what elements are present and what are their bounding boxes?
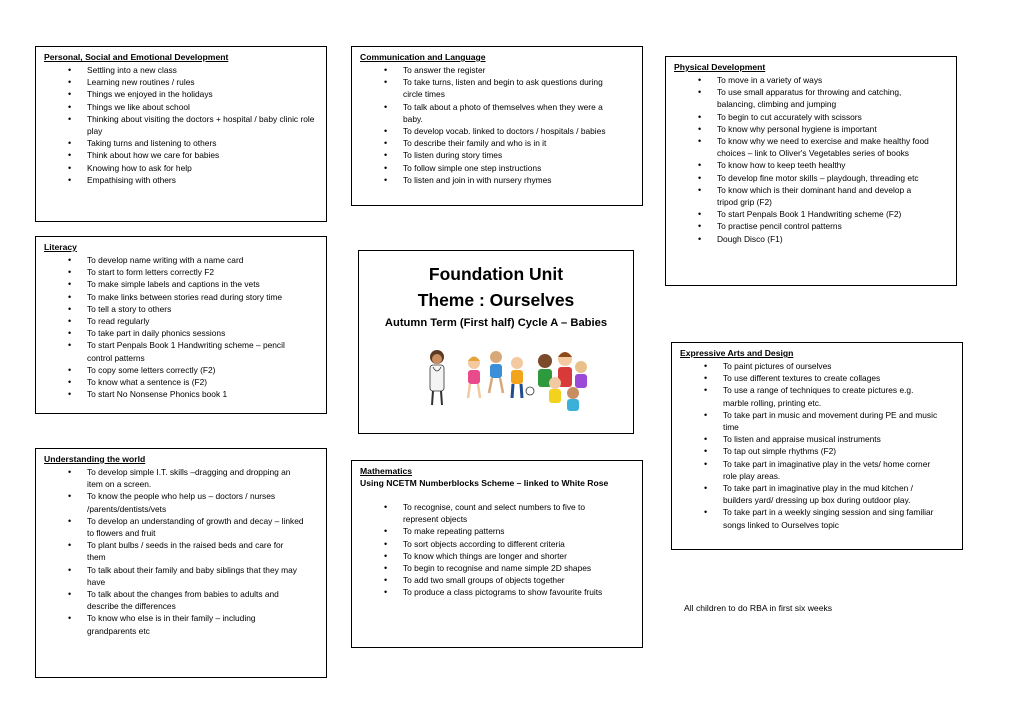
expressive-list <box>680 360 954 531</box>
list-item: • To know which things are longer and shorter <box>360 550 620 562</box>
unit-title: Foundation Unit <box>428 264 564 284</box>
list-item: • To talk about the changes from babies to adults and describe the differences <box>44 588 304 612</box>
list-item: • Taking turns and listening to others <box>44 137 318 149</box>
list-item: • To develop fine motor skills – playdough, threading etc <box>674 172 934 184</box>
list-item: • To make links between stories read during story time <box>44 291 304 303</box>
list-item: • Knowing how to ask for help <box>44 162 318 174</box>
list-item: • To recognise, count and select numbers to five to represent objects <box>360 501 620 525</box>
list-item: • To know which is their dominant hand and develop a tripod grip (F2) <box>674 184 934 208</box>
list-item: • To take part in a weekly singing session and sing familiar songs linked to Ourselves topic <box>680 506 940 530</box>
list-item: • To develop vocab. linked to doctors / hospitals / babies <box>360 125 620 137</box>
list-item: • To read regularly <box>44 315 304 327</box>
list-item: • To sort objects according to different criteria <box>360 538 620 550</box>
list-item: • To know why we need to exercise and make healthy food choices – link to Oliver's Vegetables series of books <box>674 135 934 159</box>
psed-list <box>44 64 318 186</box>
list-item: • Settling into a new class <box>44 64 318 76</box>
list-item: • To move in a variety of ways <box>674 74 934 86</box>
list-item: • To take part in imaginative play in the vets/ home corner role play areas. <box>680 458 940 482</box>
understanding-box <box>35 448 327 678</box>
physical-list <box>674 74 948 245</box>
list-item: • To start Penpals Book 1 Handwriting scheme (F2) <box>674 208 934 220</box>
list-item: • To take turns, listen and begin to ask questions during circle times <box>360 76 620 100</box>
list-item: • To listen during story times <box>360 149 620 161</box>
communication-box <box>351 46 643 206</box>
physical-heading: Physical Development <box>674 62 766 72</box>
list-item: • To describe their family and who is in it <box>360 137 620 149</box>
list-item: • To paint pictures of ourselves <box>680 360 940 372</box>
child-figure <box>468 357 480 399</box>
psed-heading: Personal, Social and Emotional Development <box>44 52 229 62</box>
list-item: • To develop an understanding of growth and decay – linked to flowers and fruit <box>44 515 304 539</box>
list-item: • To take part in music and movement during PE and music time <box>680 409 940 433</box>
list-item: • To begin to recognise and name simple 2D shapes <box>360 562 620 574</box>
communication-heading: Communication and Language <box>360 52 486 62</box>
list-item: • To begin to cut accurately with scissors <box>674 111 934 123</box>
list-item: • Think about how we care for babies <box>44 149 318 161</box>
list-item: • To know why personal hygiene is important <box>674 123 934 135</box>
list-item: • To answer the register <box>360 64 620 76</box>
maths-subtitle: Using NCETM Numberblocks Scheme – linked to White Rose <box>360 478 609 488</box>
list-item: • Things we enjoyed in the holidays <box>44 88 318 100</box>
children-clipart <box>419 343 589 415</box>
communication-list <box>360 64 634 186</box>
list-item: • To listen and appraise musical instruments <box>680 433 940 445</box>
list-item: • To develop simple I.T. skills –dragging and dropping an item on a screen. <box>44 466 304 490</box>
maths-heading: Mathematics <box>360 466 413 476</box>
literacy-heading: Literacy <box>44 242 77 252</box>
doctor-figure <box>430 350 444 405</box>
understanding-heading: Understanding the world <box>44 454 146 464</box>
expressive-heading: Expressive Arts and Design <box>680 348 794 358</box>
list-item: • To start No Nonsense Phonics book 1 <box>44 388 304 400</box>
title-box <box>358 250 634 434</box>
list-item: • To take part in imaginative play in the mud kitchen / builders yard/ dressing up box during outdoor play. <box>680 482 940 506</box>
list-item: • To produce a class pictograms to show favourite fruits <box>360 586 620 598</box>
literacy-box <box>35 236 327 414</box>
list-item: • To copy some letters correctly (F2) <box>44 364 304 376</box>
list-item: • To use a range of techniques to create pictures e.g. marble rolling, printing etc. <box>680 384 940 408</box>
literacy-list <box>44 254 318 400</box>
list-item: • To use different textures to create collages <box>680 372 940 384</box>
list-item: • To tap out simple rhythms (F2) <box>680 445 940 457</box>
children-group <box>538 352 587 411</box>
theme-title: Theme : Ourselves <box>417 290 575 310</box>
child-figure <box>489 351 503 393</box>
list-item: • To take part in daily phonics sessions <box>44 327 304 339</box>
rba-note: All children to do RBA in first six weeks <box>684 603 833 613</box>
expressive-box <box>671 342 963 550</box>
list-item: • Things we like about school <box>44 101 318 113</box>
list-item: • To make repeating patterns <box>360 525 620 537</box>
list-item: • To start Penpals Book 1 Handwriting scheme – pencil control patterns <box>44 339 304 363</box>
list-item: • To start to form letters correctly F2 <box>44 266 304 278</box>
understanding-list <box>44 466 318 637</box>
list-item: • To know how to keep teeth healthy <box>674 159 934 171</box>
list-item: • Dough Disco (F1) <box>674 233 934 245</box>
list-item: • Empathising with others <box>44 174 318 186</box>
list-item: • To add two small groups of objects together <box>360 574 620 586</box>
list-item: • To follow simple one step instructions <box>360 162 620 174</box>
list-item: • To know the people who help us – doctors / nurses /parents/dentists/vets <box>44 490 304 514</box>
list-item: • To practise pencil control patterns <box>674 220 934 232</box>
list-item: • To listen and join in with nursery rhymes <box>360 174 620 186</box>
child-figure <box>511 357 534 398</box>
physical-box <box>665 56 957 286</box>
list-item: • To know who else is in their family – including grandparents etc <box>44 612 304 636</box>
maths-box <box>351 460 643 648</box>
list-item: • To develop name writing with a name card <box>44 254 304 266</box>
list-item: • Thinking about visiting the doctors + hospital / baby clinic role play <box>44 113 318 137</box>
term-subtitle: Autumn Term (First half) Cycle A – Babies <box>384 317 608 329</box>
psed-box <box>35 46 327 222</box>
list-item: • To make simple labels and captions in the vets <box>44 278 304 290</box>
list-item: • To know what a sentence is (F2) <box>44 376 304 388</box>
list-item: • Learning new routines / rules <box>44 76 318 88</box>
list-item: • To plant bulbs / seeds in the raised beds and care for them <box>44 539 304 563</box>
list-item: • To tell a story to others <box>44 303 304 315</box>
list-item: • To use small apparatus for throwing and catching, balancing, climbing and jumping <box>674 86 934 110</box>
list-item: • To talk about their family and baby siblings that they may have <box>44 564 304 588</box>
maths-list <box>360 501 634 599</box>
list-item: • To talk about a photo of themselves when they were a baby. <box>360 101 620 125</box>
